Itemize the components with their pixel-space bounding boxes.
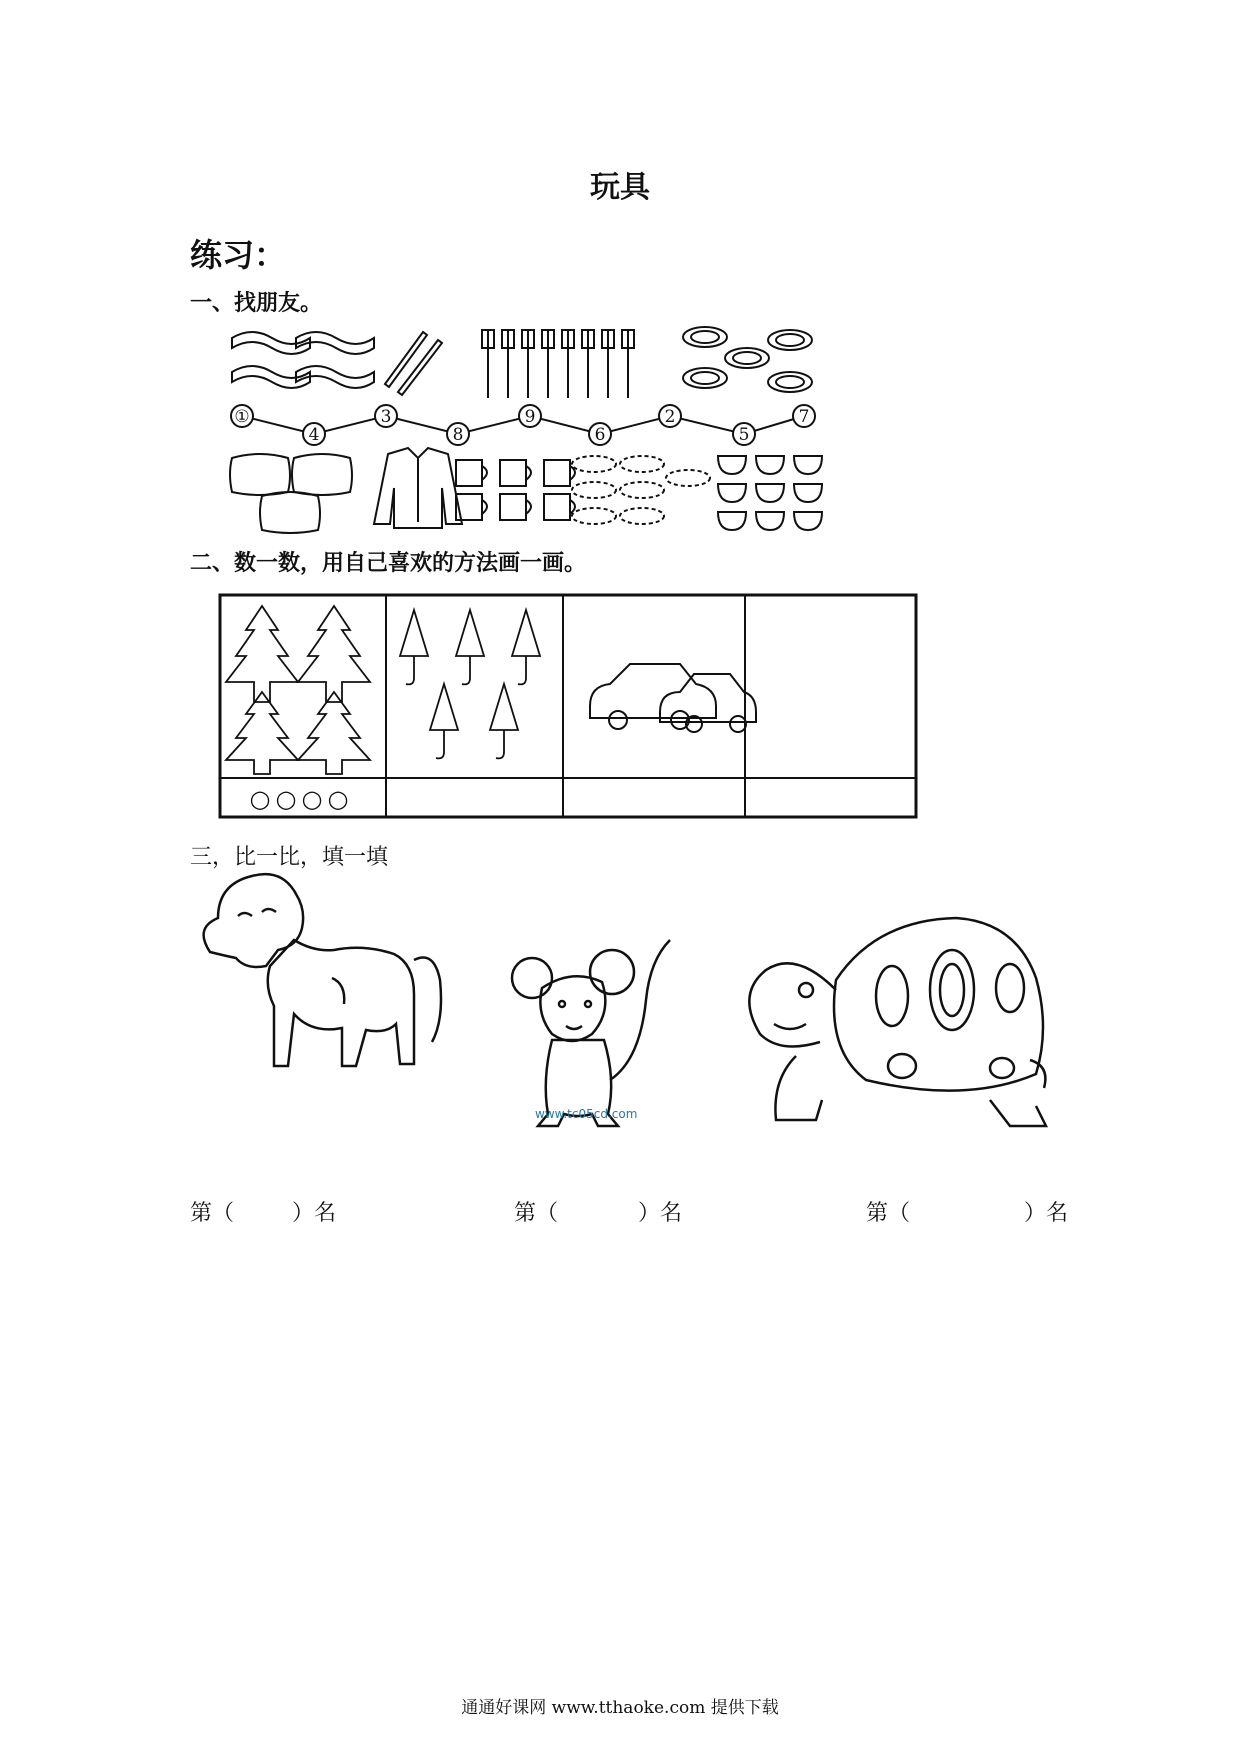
node-number: 7 bbox=[798, 407, 810, 427]
practice-label: 练习： bbox=[190, 236, 287, 274]
page-footer: 通通好课网 www.tthaoke.com 提供下载 bbox=[461, 1698, 779, 1718]
rank-prefix: 第（ bbox=[514, 1201, 559, 1226]
mouse-icon bbox=[512, 940, 670, 1126]
example-circle-mark: ○ bbox=[301, 785, 323, 813]
node-number: ① bbox=[234, 407, 250, 427]
turtle-icon bbox=[749, 918, 1046, 1126]
example-circle-mark: ○ bbox=[327, 785, 349, 813]
rank-prefix: 第（ bbox=[866, 1201, 911, 1226]
page-title: 玩具 bbox=[590, 170, 650, 205]
node-number: 6 bbox=[594, 425, 606, 445]
rank-suffix: ）名 bbox=[1024, 1201, 1069, 1226]
node-number: 2 bbox=[664, 407, 676, 427]
rank-blank-turtle bbox=[866, 1196, 1068, 1227]
q1-heading: 一、找朋友。 bbox=[190, 291, 323, 316]
image-watermark: www.tc05cd.com bbox=[535, 1107, 638, 1121]
rank-suffix: ）名 bbox=[292, 1201, 337, 1226]
q2-heading: 二、数一数，用自己喜欢的方法画一画。 bbox=[190, 551, 587, 576]
node-number: 8 bbox=[452, 425, 464, 445]
horse-icon bbox=[204, 874, 441, 1066]
rank-blank-horse bbox=[190, 1196, 336, 1227]
q3-heading: 三，比一比，填一填 bbox=[190, 845, 389, 870]
node-number: 9 bbox=[524, 407, 536, 427]
example-circle-mark: ○ bbox=[275, 785, 297, 813]
node-number: 5 bbox=[738, 425, 750, 445]
rank-suffix: ）名 bbox=[638, 1201, 683, 1226]
node-number: 3 bbox=[380, 407, 392, 427]
example-circle-mark: ○ bbox=[249, 785, 271, 813]
rank-blank-mouse bbox=[514, 1196, 682, 1227]
node-number: 4 bbox=[308, 425, 320, 445]
rank-prefix: 第（ bbox=[190, 1201, 235, 1226]
